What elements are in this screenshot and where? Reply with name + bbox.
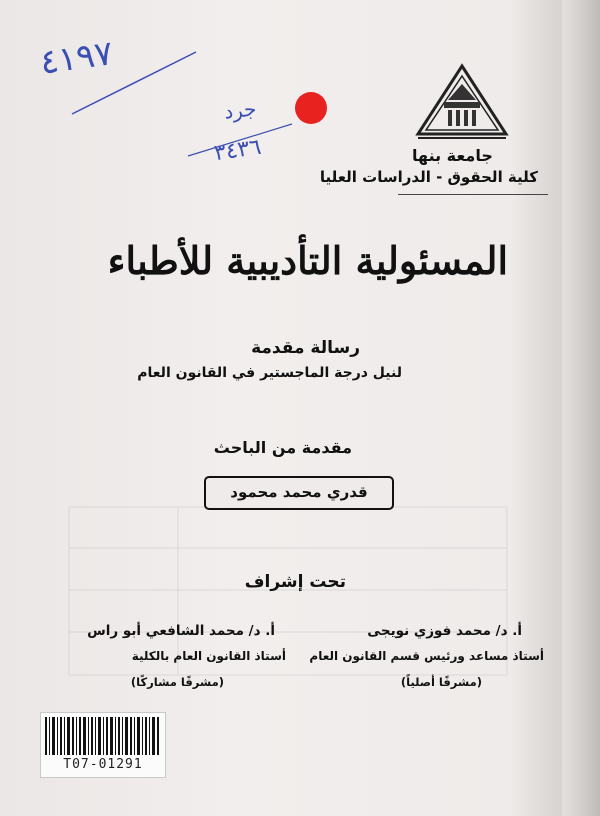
- university-crest-icon: [414, 62, 510, 142]
- supervisor-2-role: أستاذ القانون العام بالكلية: [131, 649, 286, 663]
- researcher-name-box: [204, 476, 394, 510]
- barcode-label: [40, 712, 166, 778]
- page-edge-shadow: [562, 0, 600, 816]
- handwritten-underline: [70, 48, 200, 118]
- barcode-number: T07-01291: [63, 757, 143, 772]
- handwritten-slash: [186, 120, 296, 160]
- handwritten-inventory-number: ٣٤٣٦: [212, 134, 263, 167]
- red-sticker-dot: [295, 92, 327, 124]
- thesis-title: المسئولية التأديبية للأطباء: [107, 238, 508, 283]
- handwritten-inventory-label: جرد: [222, 96, 258, 124]
- supervisor-2-name: أ. د/ محمد الشافعي أبو راس: [87, 623, 275, 639]
- thesis-degree: لنيل درجة الماجستير في القانون العام: [137, 365, 402, 381]
- supervisor-1-status: (مشرفًا أصلياً): [400, 675, 482, 689]
- supervisor-1-role: أستاذ مساعد ورئيس قسم القانون العام: [309, 649, 544, 663]
- supervision-label: تحت إشراف: [244, 572, 346, 592]
- researcher-name: قدري محمد محمود: [230, 483, 368, 501]
- thesis-type: رسالة مقدمة: [251, 338, 360, 358]
- handwritten-accession-number: ٤١٩٧: [37, 33, 116, 83]
- university-name: جامعة بنها: [412, 146, 493, 165]
- barcode-icon: [45, 717, 161, 755]
- college-name: كلية الحقوق - الدراسات العليا: [319, 168, 538, 186]
- header-divider: [398, 194, 548, 195]
- researcher-label: مقدمة من الباحث: [213, 438, 352, 457]
- supervisor-2-status: (مشرفًا مشاركًا): [130, 675, 224, 689]
- supervisor-1-name: أ. د/ محمد فوزي نويجى: [367, 623, 522, 639]
